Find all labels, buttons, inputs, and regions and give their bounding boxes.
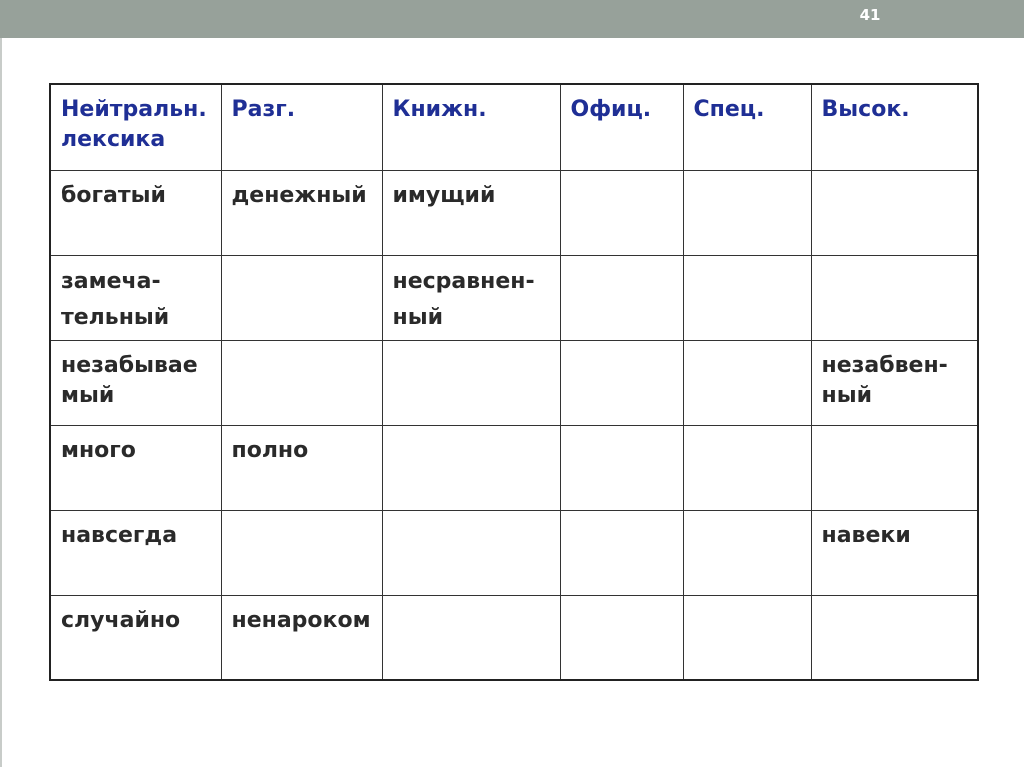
table-cell: [811, 170, 978, 255]
vocabulary-table: [49, 83, 979, 681]
table-cell: случайно: [50, 595, 221, 680]
table-cell: несравнен- ный: [382, 255, 560, 340]
table-cell: [382, 595, 560, 680]
slide-top-bar: [0, 0, 1024, 38]
table-row: [50, 425, 978, 510]
table-cell: незабвен- ный: [811, 340, 978, 425]
table-header-row: [50, 84, 978, 170]
header-special: Спец.: [683, 84, 811, 170]
slide-left-border: [0, 38, 2, 767]
table-cell: незабывае мый: [50, 340, 221, 425]
table-cell: [382, 510, 560, 595]
table-cell: имущий: [382, 170, 560, 255]
table-row: [50, 255, 978, 340]
table-cell: навеки: [811, 510, 978, 595]
table-row: [50, 170, 978, 255]
table-cell: [560, 255, 683, 340]
table-cell: [560, 425, 683, 510]
table-cell: замеча- тельный: [50, 255, 221, 340]
slide-number: 41: [859, 6, 881, 24]
table-cell: [221, 510, 382, 595]
header-neutral: Нейтральн. лексика: [50, 84, 221, 170]
header-colloquial: Разг.: [221, 84, 382, 170]
table-cell: [221, 340, 382, 425]
table-cell: [683, 170, 811, 255]
table-cell: [560, 595, 683, 680]
table-row: [50, 510, 978, 595]
table-cell: [811, 425, 978, 510]
table-cell: ненароком: [221, 595, 382, 680]
table-cell: [560, 340, 683, 425]
header-official: Офиц.: [560, 84, 683, 170]
table-cell: [683, 595, 811, 680]
header-elevated: Высок.: [811, 84, 978, 170]
table-cell: полно: [221, 425, 382, 510]
table-cell: [811, 595, 978, 680]
table-cell: [560, 510, 683, 595]
table-cell: [560, 170, 683, 255]
table-cell: много: [50, 425, 221, 510]
table-row: [50, 340, 978, 425]
table-cell: денежный: [221, 170, 382, 255]
table-cell: [683, 340, 811, 425]
table-cell: богатый: [50, 170, 221, 255]
table-cell: [683, 255, 811, 340]
table-cell: [221, 255, 382, 340]
table-cell: [683, 510, 811, 595]
table-cell: [382, 425, 560, 510]
table-row: [50, 595, 978, 680]
table-cell: [683, 425, 811, 510]
table-cell: [811, 255, 978, 340]
header-bookish: Книжн.: [382, 84, 560, 170]
table-cell: [382, 340, 560, 425]
table-cell: навсегда: [50, 510, 221, 595]
